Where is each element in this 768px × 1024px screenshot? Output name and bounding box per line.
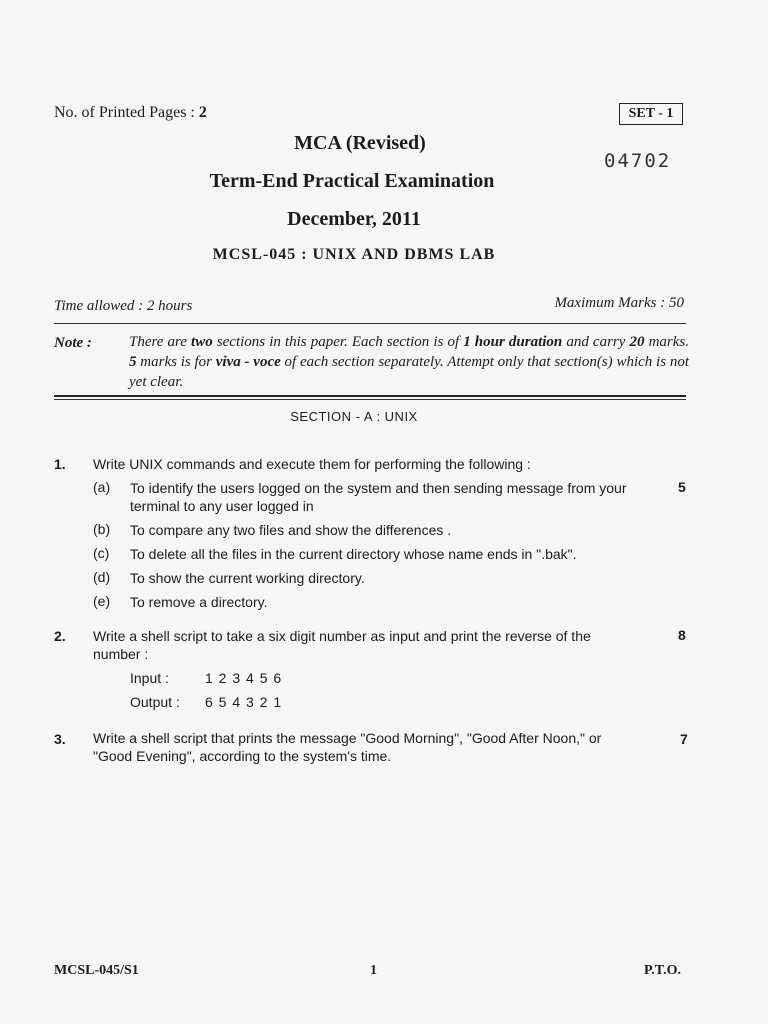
output-value: 6 5 4 3 2 1 (205, 694, 283, 710)
part-label: (c) (93, 545, 110, 561)
pto: P.T.O. (644, 963, 681, 978)
time-allowed: Time allowed : 2 hours (54, 298, 193, 314)
part-label: (b) (93, 521, 111, 537)
question-text: Write a shell script that prints the message "Good Morning", "Good After Noon," or "Good Evening", according to the system's time. (93, 730, 602, 764)
part-label: (a) (93, 479, 111, 495)
note-label: Note : (54, 335, 92, 351)
printed-pages (54, 104, 207, 122)
paper-code: 04702 (604, 150, 672, 172)
set-box: SET - 1 (619, 103, 683, 125)
exam-title: Term-End Practical Examination (209, 170, 495, 192)
input-value: 1 2 3 4 5 6 (205, 670, 283, 686)
exam-date: December, 2011 (287, 208, 421, 230)
output-label: Output : (130, 694, 180, 710)
printed-pages-label: No. of Printed Pages : (54, 104, 199, 121)
double-divider-bottom (54, 399, 686, 400)
part-text: To remove a directory. (130, 594, 268, 610)
part-label: (d) (93, 569, 111, 585)
question-text: Write a shell script to take a six digit number as input and print the reverse of the number : (93, 628, 591, 662)
divider (54, 323, 686, 324)
question-text: Write UNIX commands and execute them for performing the following : (93, 456, 531, 472)
part-text: To compare any two files and show the differences . (130, 522, 452, 538)
double-divider-top (54, 395, 686, 397)
course-title: MCSL-045 : UNIX AND DBMS LAB (212, 246, 496, 263)
question-marks: 7 (680, 731, 688, 747)
page-number: 1 (370, 963, 377, 978)
printed-pages-value: 2 (198, 104, 207, 121)
input-label: Input : (130, 670, 169, 686)
question-marks: 8 (678, 627, 686, 643)
question-marks: 5 (678, 479, 686, 495)
question-number: 1. (54, 456, 66, 472)
part-text: To show the current working directory. (130, 570, 365, 586)
part-label: (e) (93, 593, 111, 609)
section-title: SECTION - A : UNIX (290, 409, 418, 424)
note-text: There are two sections in this paper. Each section is of 1 hour duration and carry 20 marks. 5 marks is for viva - voce of each section separately. Attempt only that section(s) which is not yet clear. (129, 334, 689, 390)
question-number: 3. (54, 731, 66, 747)
question-number: 2. (54, 628, 66, 644)
part-text: To identify the users logged on the system and then sending message from your terminal to any user logged in (130, 480, 627, 514)
program-title: MCA (Revised) (294, 132, 426, 154)
maximum-marks: Maximum Marks : 50 (554, 295, 684, 311)
part-text: To delete all the files in the current directory whose name ends in ".bak". (130, 546, 577, 562)
footer-code: MCSL-045/S1 (54, 963, 139, 978)
